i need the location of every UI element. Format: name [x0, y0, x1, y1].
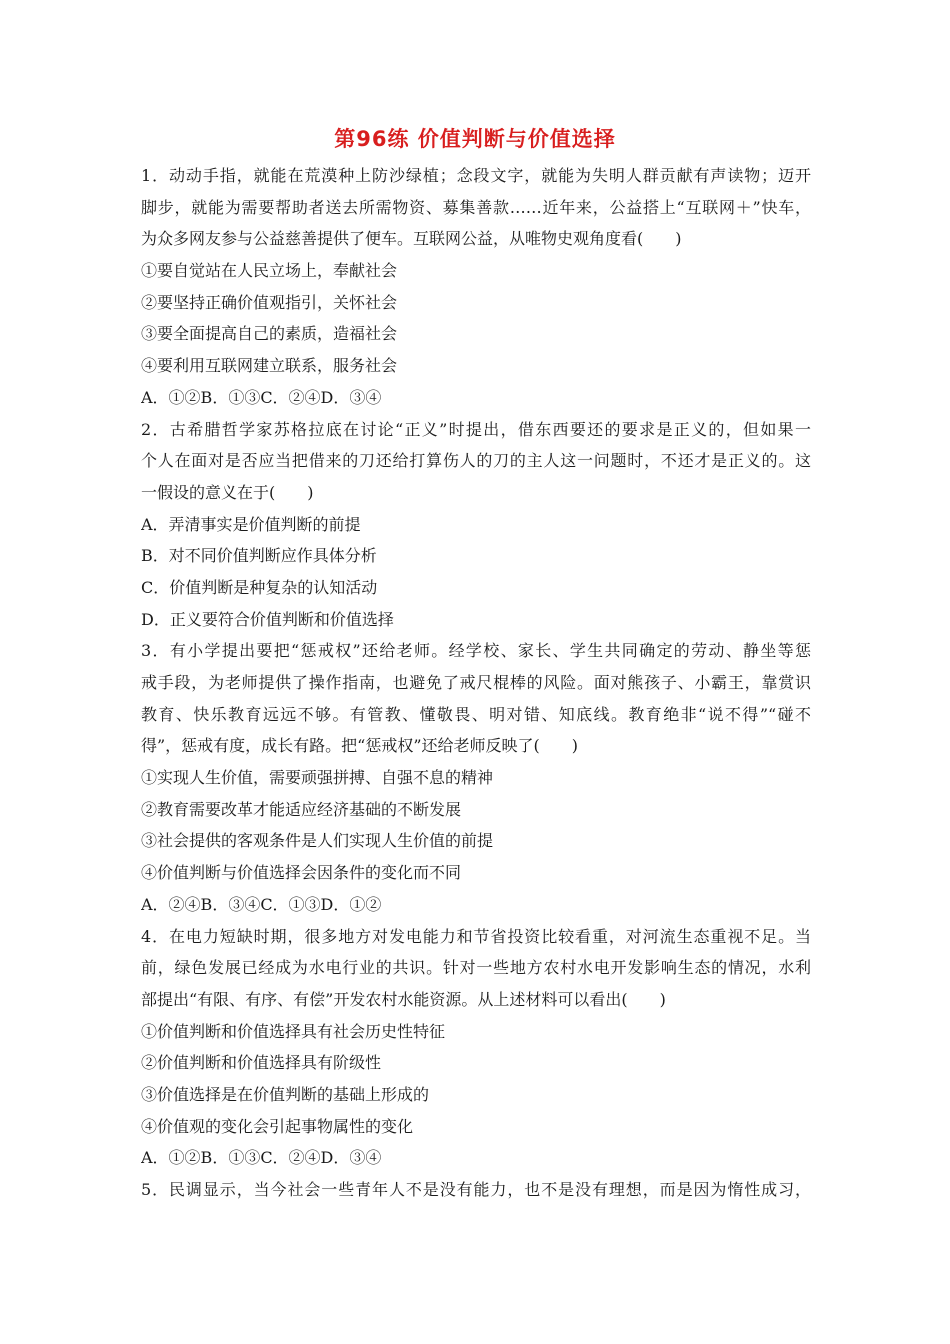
- text-line: 1．动动手指，就能在荒漠种上防沙绿植；念段文字，就能为失明人群贡献有声读物；迈开: [141, 166, 811, 185]
- text-line: 前，绿色发展已经成为水电行业的共识。针对一些地方农村水电开发影响生态的情况，水利: [141, 958, 811, 978]
- option-line: ④要利用互联网建立联系，服务社会: [141, 356, 398, 376]
- option-line: ②教育需要改革才能适应经济基础的不断发展: [141, 799, 462, 819]
- text-line: 个人在面对是否应当把借来的刀还给打算伤人的刀的主人这一问题时，不还才是正义的。这: [141, 451, 811, 471]
- option-line: ③要全面提高自己的素质，造福社会: [141, 324, 398, 344]
- option-line: B．对不同价值判断应作具体分析: [141, 546, 377, 566]
- option-line: C．价值判断是种复杂的认知活动: [141, 577, 378, 597]
- text-line: 得”，惩戒有度，成长有路。把“惩戒权”还给老师反映了( ): [141, 736, 579, 756]
- text-line: 3．有小学提出要把“惩戒权”还给老师。经学校、家长、学生共同确定的劳动、静坐等惩: [141, 641, 811, 661]
- option-line: D．正义要符合价值判断和价值选择: [141, 609, 394, 629]
- question-content: [141, 160, 811, 1206]
- option-line: ②价值判断和价值选择具有阶级性: [141, 1053, 382, 1073]
- text-line: 一假设的意义在于( ): [141, 482, 314, 502]
- text-line: 部提出“有限、有序、有偿”开发农村水能资源。从上述材料可以看出( ): [141, 989, 666, 1009]
- page-title: 第96练 价值判断与价值选择: [334, 127, 616, 151]
- option-line: A．弄清事实是价值判断的前提: [141, 514, 361, 534]
- option-line: ③社会提供的客观条件是人们实现人生价值的前提: [141, 831, 494, 851]
- answer-choices: A．①②B．①③C．②④D．③④: [141, 387, 382, 407]
- text-line: 4．在电力短缺时期，很多地方对发电能力和节省投资比较看重，对河流生态重视不足。当: [141, 926, 811, 946]
- option-line: ①要自觉站在人民立场上，奉献社会: [141, 261, 398, 281]
- option-line: ②要坚持正确价值观指引，关怀社会: [141, 292, 398, 312]
- text-line: 脚步，就能为需要帮助者送去所需物资、募集善款……近年来，公益搭上“互联网＋”快车，: [141, 197, 811, 217]
- answer-choices: A．②④B．③④C．①③D．①②: [141, 894, 382, 914]
- option-line: ④价值观的变化会引起事物属性的变化: [141, 1116, 414, 1136]
- text-line: 教育、快乐教育远远不够。有管教、懂敬畏、明对错、知底线。教育绝非“说不得”“碰不: [141, 704, 811, 724]
- text-line: 为众多网友参与公益慈善提供了便车。互联网公益，从唯物史观角度看( ): [141, 229, 682, 249]
- option-line: ④价值判断与价值选择会因条件的变化而不同: [141, 863, 462, 883]
- text-line: 2．古希腊哲学家苏格拉底在讨论“正义”时提出，借东西要还的要求是正义的，但如果一: [141, 419, 811, 439]
- text-line: 戒手段，为老师提供了操作指南，也避免了戒尺棍棒的风险。面对熊孩子、小霸王，靠赏识: [141, 673, 811, 692]
- answer-choices: A．①②B．①③C．②④D．③④: [141, 1148, 382, 1168]
- option-line: ①实现人生价值，需要顽强拼搏、自强不息的精神: [141, 768, 494, 788]
- option-line: ①价值判断和价值选择具有社会历史性特征: [141, 1021, 446, 1041]
- text-line: 5．民调显示，当今社会一些青年人不是没有能力，也不是没有理想，而是因为惰性成习，: [141, 1180, 811, 1199]
- option-line: ③价值选择是在价值判断的基础上形成的: [141, 1084, 430, 1104]
